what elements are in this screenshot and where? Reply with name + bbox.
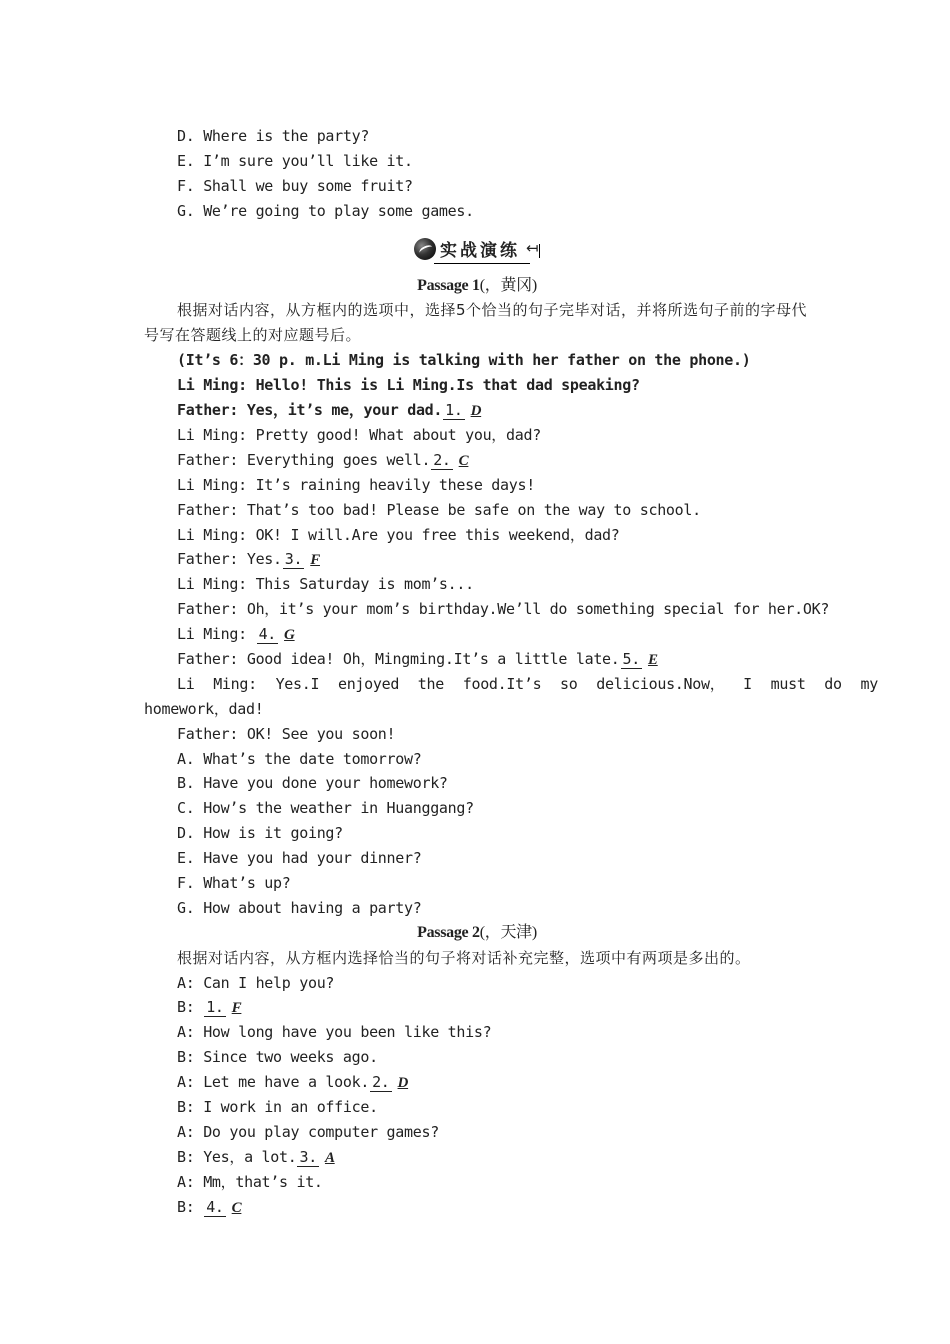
passage1-title-suffix: (，黄冈) <box>479 276 537 294</box>
passage1-option-f: F. What’s up? <box>177 873 291 892</box>
passage1-option-e: E. Have you had your dinner? <box>177 849 422 868</box>
passage1-father-2 <box>144 448 810 473</box>
arrow-left-icon: ↤ <box>525 239 539 258</box>
passage2-b-4 <box>144 1145 810 1170</box>
passage1-option-a: A. What’s the date tomorrow? <box>177 749 422 768</box>
dialogue-text: A: Let me have a look. <box>177 1073 370 1092</box>
banner-label: 实战演练 <box>434 234 530 264</box>
dialogue-line: Li Ming: It’s raining heavily these days! <box>177 475 535 494</box>
answer-blank-3[interactable]: 3. <box>284 550 303 569</box>
answer-3: F <box>310 552 320 569</box>
answer-blank-5[interactable]: 5. <box>622 649 640 668</box>
passage2-title <box>144 921 810 946</box>
answer-2: D <box>397 1075 409 1092</box>
globe-icon <box>414 238 436 260</box>
passage1-scene: (It’s 6：30 p. m.Li Ming is talking with her father on the phone.) <box>177 351 751 370</box>
answer-1: D <box>470 403 482 420</box>
passage1-option-b: B. Have you done your homework? <box>177 774 448 793</box>
dialogue-text: B: <box>177 998 204 1017</box>
dialogue-line: Father: OK! See you soon! <box>177 724 396 743</box>
dialogue-line: Li Ming: Yes.I enjoyed the food.It’s so delicious.Now， I must do my <box>177 674 878 693</box>
dialogue-text: Li Ming: <box>177 625 256 644</box>
passage2-b-1 <box>144 995 810 1020</box>
passage1-line-liming-hello: Li Ming: Hello! This is Li Ming.Is that dad speaking? <box>177 376 640 395</box>
answer-1: F <box>231 1000 242 1017</box>
answer-3: A <box>324 1149 335 1166</box>
dialogue-line: A: Mm，that’s it. <box>177 1172 323 1191</box>
dialogue-text: B: <box>177 1197 204 1216</box>
passage2-title-suffix: (，天津) <box>479 923 537 941</box>
passage1-option-g: G. How about having a party? <box>177 898 422 917</box>
dialogue-text: Father: Yes. <box>177 550 282 569</box>
section-banner <box>144 224 810 274</box>
passage1-title-prefix: Passage 1 <box>417 276 480 294</box>
passage2-b-5 <box>144 1195 810 1220</box>
passage1-option-d: D. How is it going? <box>177 824 343 843</box>
dialogue-text: Father: Everything goes well. <box>177 450 431 469</box>
answer-blank-2[interactable]: 2. <box>433 450 451 469</box>
dialogue-line: A: Do you play computer games? <box>177 1122 439 1141</box>
dialogue-line: homework，dad! <box>144 699 264 718</box>
dialogue-line: Father: That’s too bad! Please be safe on the way to school. <box>177 500 701 519</box>
dialogue-line: A: Can I help you? <box>177 973 335 992</box>
passage2-title-prefix: Passage 2 <box>417 923 480 941</box>
passage1-option-c: C. How’s the weather in Huanggang? <box>177 799 474 818</box>
dialogue-line: B: Since two weeks ago. <box>177 1048 378 1067</box>
answer-blank-2[interactable]: 2. <box>372 1073 390 1092</box>
dialogue-line: A: How long have you been like this? <box>177 1023 492 1042</box>
dialogue-line: B: I work in an office. <box>177 1098 378 1116</box>
passage2-a-3 <box>144 1070 810 1095</box>
passage1-father-5 <box>144 647 810 672</box>
answer-2: C <box>458 452 469 469</box>
banner-tick <box>539 244 541 258</box>
answer-blank-1[interactable]: 1. <box>206 998 224 1017</box>
dialogue-text: B: Yes，a lot. <box>177 1147 297 1166</box>
passage1-father-3 <box>144 547 810 572</box>
passage1-instruction: 根据对话内容，从方框内的选项中，选择5个恰当的句子完毕对话，并将所选句子前的字母代号写在答题线上的对应题号后。 <box>144 301 808 345</box>
option-d: D. Where is the party? <box>177 127 370 145</box>
passage1-father-1 <box>144 398 810 423</box>
dialogue-text: Father: Yes，it’s me，your dad. <box>177 401 443 420</box>
answer-blank-4[interactable]: 4. <box>258 625 277 644</box>
answer-blank-4[interactable]: 4. <box>206 1197 224 1216</box>
dialogue-text: Father: Good idea! Oh，Mingming.It’s a little late. <box>177 649 620 668</box>
dialogue-line: Li Ming: This Saturday is mom’s... <box>177 575 474 594</box>
passage1-liming-4 <box>144 622 810 647</box>
answer-4: G <box>284 627 295 644</box>
dialogue-line: Li Ming: OK! I will.Are you free this weekend，dad? <box>177 525 620 544</box>
answer-4: C <box>231 1199 242 1216</box>
dialogue-line: Li Ming: Pretty good! What about you，dad? <box>177 425 541 444</box>
option-e: E. I’m sure you’ll like it. <box>177 151 413 170</box>
passage1-title <box>144 274 810 299</box>
answer-5: E <box>647 651 658 668</box>
answer-blank-1[interactable]: 1. <box>445 401 463 420</box>
answer-blank-3[interactable]: 3. <box>299 1147 317 1166</box>
dialogue-line: Father: Oh，it’s your mom’s birthday.We’ll do something special for her.OK? <box>177 600 830 619</box>
option-f: F. Shall we buy some fruit? <box>177 176 413 195</box>
option-g: G. We’re going to play some games. <box>177 201 474 220</box>
document-page <box>144 124 878 1219</box>
passage2-instruction: 根据对话内容，从方框内选择恰当的句子将对话补充完整，选项中有两项是多出的。 <box>177 948 751 967</box>
